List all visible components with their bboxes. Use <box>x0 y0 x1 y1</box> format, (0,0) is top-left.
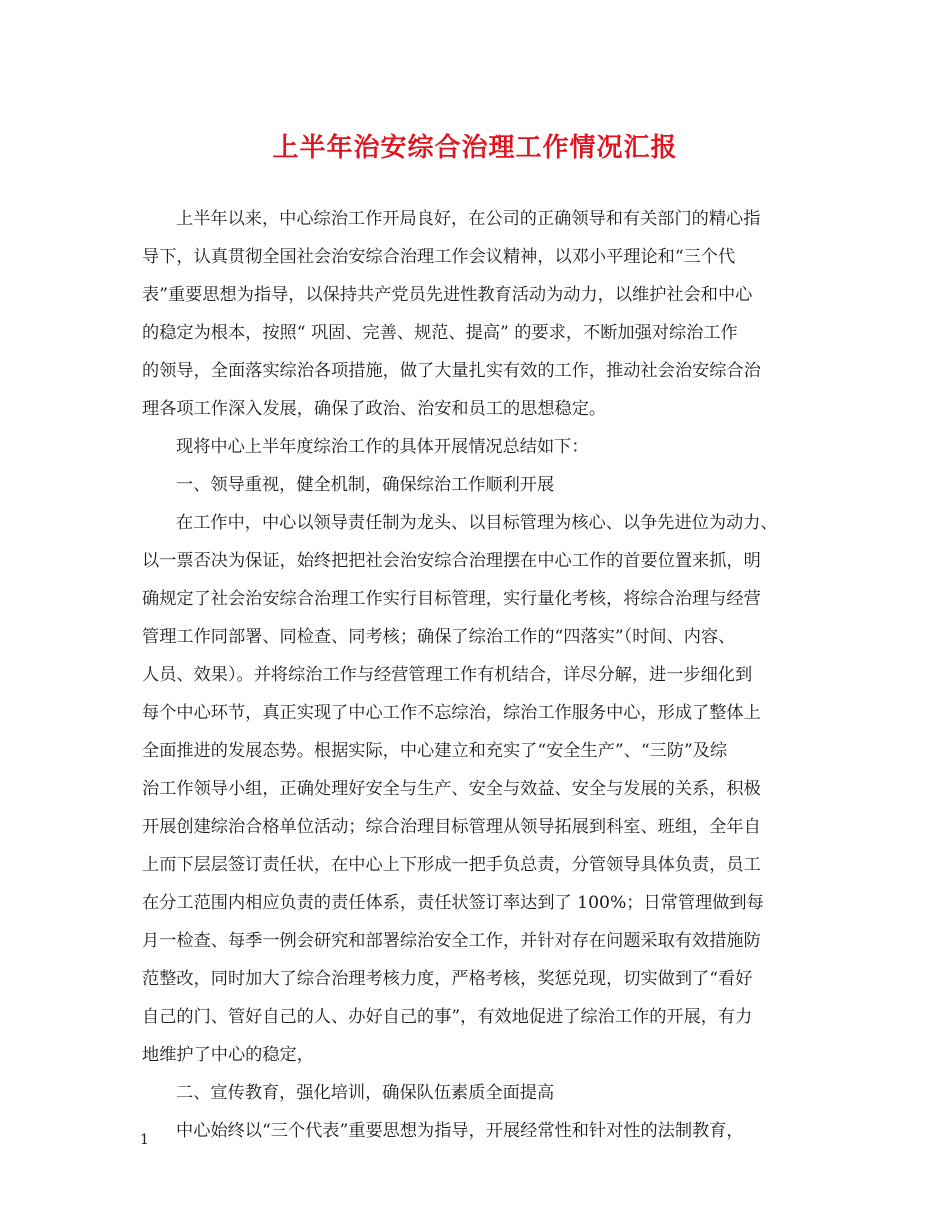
paragraph-line: 的领导，全面落实综治各项措施，做了大量扎实有效的工作，推动社会治安综合治 <box>142 361 761 381</box>
paragraph-line: 每个中心环节，真正实现了中心工作不忘综治，综治工作服务中心，形成了整体上 <box>142 703 761 723</box>
paragraph-line: 确规定了社会治安综合治理工作实行目标管理，实行量化考核，将综合治理与经营 <box>142 589 761 609</box>
paragraph-line: 上半年以来，中心综治工作开局良好，在公司的正确领导和有关部门的精心指 <box>176 209 761 229</box>
paragraph-line: 范整改，同时加大了综合治理考核力度，严格考核，奖惩兑现，切实做到了“看好 <box>142 969 753 989</box>
paragraph-line: 人员、效果）。并将综治工作与经营管理工作有机结合，详尽分解，进一步细化到 <box>142 665 753 685</box>
paragraph-line: 表”重要思想为指导，以保持共产党员先进性教育活动为动力，以维护社会和中心 <box>142 285 753 305</box>
section-heading: 一、领导重视，健全机制，确保综治工作顺利开展 <box>176 475 555 495</box>
section-heading: 二、宣传教育，强化培训，确保队伍素质全面提高 <box>176 1083 555 1103</box>
paragraph-line: 导下，认真贯彻全国社会治安综合治理工作会议精神，以邓小平理论和“三个代 <box>142 247 736 267</box>
paragraph-line: 地维护了中心的稳定， <box>142 1045 314 1065</box>
page-number: 1 <box>140 1132 149 1148</box>
paragraph-line: 自己的门、管好自己的人、办好自己的事”，有效地促进了综治工作的开展，有力 <box>142 1007 753 1027</box>
paragraph-line: 全面推进的发展态势。根据实际，中心建立和充实了“安全生产”、“三防”及综 <box>142 741 728 761</box>
document-title: 上半年治安综合治理工作情况汇报 <box>272 133 678 163</box>
paragraph-line: 治工作领导小组，正确处理好安全与生产、安全与效益、安全与发展的关系，积极 <box>142 779 761 799</box>
paragraph-line: 上而下层层签订责任状，在中心上下形成一把手负总责，分管领导具体负责，员工 <box>142 855 761 875</box>
paragraph-line: 月一检查、每季一例会研究和部署综治安全工作，并针对存在问题采取有效措施防 <box>142 931 761 951</box>
paragraph-line: 的稳定为根本，按照“ 巩固、完善、规范、提高” 的要求，不断加强对综治工作 <box>142 323 738 343</box>
document-body <box>142 200 818 1150</box>
paragraph-line: 中心始终以“三个代表”重要思想为指导，开展经常性和针对性的法制教育， <box>176 1121 744 1141</box>
paragraph-line: 理各项工作深入发展，确保了政治、治安和员工的思想稳定。 <box>142 399 607 419</box>
paragraph-line: 以一票否决为保证，始终把把社会治安综合治理摆在中心工作的首要位置来抓，明 <box>142 551 761 571</box>
paragraph-line: 在分工范围内相应负责的责任体系，责任状签订率达到了 100%；日常管理做到每 <box>142 893 764 913</box>
paragraph-line: 管理工作同部署、同检查、同考核；确保了综治工作的“四落实”（时间、内容、 <box>142 627 736 647</box>
paragraph-line: 在工作中，中心以领导责任制为龙头、以目标管理为核心、以争先进位为动力、 <box>176 513 778 533</box>
paragraph-line: 开展创建综治合格单位活动；综合治理目标管理从领导拓展到科室、班组，全年自 <box>142 817 761 837</box>
paragraph-line: 现将中心上半年度综治工作的具体开展情况总结如下： <box>176 437 589 457</box>
